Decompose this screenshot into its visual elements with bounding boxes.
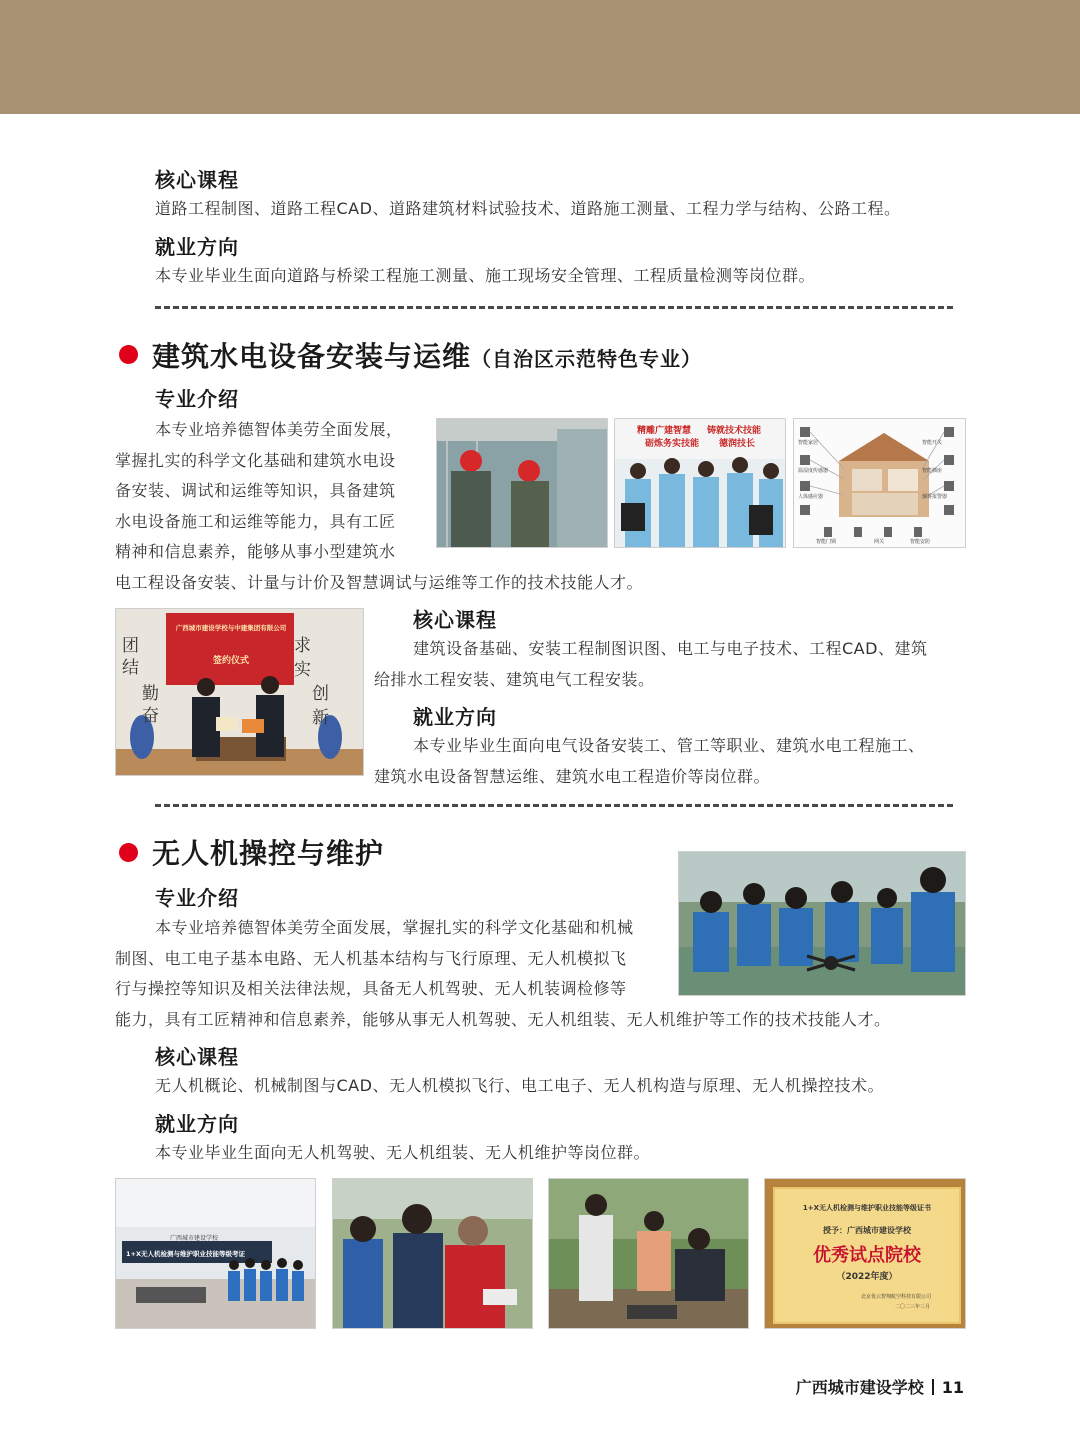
diagram-label: 智能门锁 (816, 539, 837, 545)
certificate-date: 二〇二三年三月 (895, 1304, 931, 1310)
couplet-char: 团 (122, 636, 139, 656)
page-footer (796, 1375, 964, 1398)
drone-outdoor-art (549, 1179, 748, 1328)
exam-classroom-photo (115, 1178, 316, 1329)
drone-outdoor-photo (548, 1178, 749, 1329)
core-courses-text: 无人机概论、机械制图与CAD、无人机模拟飞行、电工电子、无人机构造与原理、无人机操控技术。 (155, 1076, 884, 1095)
classroom-banner-1: 精雕广建智慧 (637, 426, 692, 436)
intro-line: 制图、电工电子基本电路、无人机基本结构与飞行原理、无人机模拟飞 (115, 948, 627, 968)
diagram-label: 人体感应器 (798, 494, 824, 500)
section-divider (155, 804, 953, 807)
certificate-award-to: 授予：广西城市建设学校 (823, 1226, 911, 1235)
couplet-char: 创 (312, 684, 329, 704)
diagram-label: 烟雾报警器 (922, 494, 948, 500)
diagram-label: 温湿度传感器 (798, 468, 829, 474)
employment-heading: 就业方向 (413, 705, 497, 729)
section-title-text: 建筑水电设备安装与运维 (152, 340, 472, 373)
employment-heading: 就业方向 (155, 235, 239, 259)
intro-line: 掌握扎实的科学文化基础和建筑水电设 (115, 450, 396, 470)
section-title-hydro (152, 335, 702, 375)
intro-line: 行与操控等知识及相关法律法规，具备无人机驾驶、无人机装调检修等 (115, 979, 627, 998)
diagram-label: 智能插座 (922, 468, 943, 474)
smart-home-diagram (793, 418, 966, 548)
diagram-label: 智能安防 (910, 539, 931, 545)
core-courses-line: 建筑设备基础、安装工程制图识图、电工与电子技术、工程CAD、建筑 (413, 639, 928, 658)
employment-heading: 就业方向 (155, 1112, 239, 1136)
installation-photo (436, 418, 608, 548)
section-bullet-icon (119, 843, 138, 862)
core-courses-heading: 核心课程 (155, 1045, 239, 1069)
section-title-note: （自治区示范特色专业） (471, 347, 703, 371)
core-courses-text: 道路工程制图、道路工程CAD、道路建筑材料试验技术、道路施工测量、工程力学与结构、公路工程。 (155, 199, 901, 218)
classroom-banner-3: 砺炼务实技能 (645, 439, 700, 449)
classroom-photo (614, 418, 786, 548)
couplet-char: 新 (312, 708, 329, 728)
certificate-year: （2022年度） (836, 1272, 898, 1282)
employment-text: 本专业毕业生面向道路与桥梁工程施工测量、施工现场安全管理、工程质量检测等岗位群。 (155, 266, 816, 285)
intro-line-last: 电工程设备安装、计量与计价及智慧调试与运维等工作的技术技能人才。 (115, 573, 644, 592)
drone-controller-photo (332, 1178, 533, 1329)
ceremony-banner: 广西城市建设学校与中建集团有限公司 (175, 624, 287, 632)
diagram-label: 智能家居 (798, 440, 819, 446)
diagram-label: 网关 (874, 539, 885, 545)
footer-school-name: 广西城市建设学校 (795, 1378, 924, 1397)
drone-practice-art (679, 852, 965, 995)
classroom-banner-4: 德润技长 (719, 439, 756, 449)
couplet-char: 勤 (142, 684, 159, 704)
section-bullet-icon (119, 345, 138, 364)
footer-separator (932, 1379, 934, 1395)
certificate-issuer: 北京优云智翔航空科技有限公司 (861, 1294, 932, 1300)
core-courses-line: 给排水工程安装、建筑电气工程安装。 (374, 669, 655, 689)
school-sign: 广西城市建设学校 (170, 1235, 219, 1242)
intro-paragraph (115, 913, 675, 1005)
intro-line: 本专业培养德智体美劳全面发展，掌握扎实的科学文化基础和机械 (155, 918, 634, 937)
core-courses-heading: 核心课程 (413, 608, 497, 632)
couplet-char: 实 (294, 660, 311, 680)
certificate-photo (764, 1178, 966, 1329)
intro-line: 本专业培养德智体美劳全面发展， (155, 420, 403, 439)
installation-photo-art (437, 419, 607, 547)
couplet-char: 结 (122, 658, 139, 678)
employment-line: 建筑水电设备智慧运维、建筑水电工程造价等岗位群。 (374, 766, 771, 786)
section-title-drone: 无人机操控与维护 (152, 837, 385, 870)
core-courses-heading: 核心课程 (155, 168, 239, 192)
certificate-plaque (773, 1187, 961, 1324)
intro-heading: 专业介绍 (155, 886, 239, 910)
intro-line: 水电设备施工和运维等能力，具有工匠 (115, 511, 396, 531)
couplet-char: 求 (294, 636, 311, 656)
classroom-photo-art (615, 419, 785, 547)
drone-practice-photo (678, 851, 966, 996)
certificate-header: 1+X无人机检测与维护职业技能等级证书 (802, 1204, 932, 1212)
classroom-banner-2: 铸就技术技能 (707, 426, 762, 436)
core-courses-paragraph (374, 634, 974, 695)
signing-ceremony-photo (115, 608, 364, 776)
diagram-label: 智能开关 (922, 440, 943, 446)
intro-line-last: 能力，具有工匠精神和信息素养，能够从事无人机驾驶、无人机组装、无人机维护等工作的技术技能人才。 (115, 1010, 891, 1029)
employment-paragraph (374, 731, 974, 792)
intro-heading: 专业介绍 (155, 387, 239, 411)
certificate-title: 优秀试点院校 (813, 1245, 921, 1266)
employment-text: 本专业毕业生面向无人机驾驶、无人机组装、无人机维护等岗位群。 (155, 1143, 651, 1162)
ceremony-subtitle: 签约仪式 (212, 656, 249, 666)
section-divider (155, 306, 953, 309)
drone-controller-art (333, 1179, 532, 1328)
intro-paragraph (115, 415, 435, 568)
employment-line: 本专业毕业生面向电气设备安装工、管工等职业、建筑水电工程施工、 (413, 736, 925, 755)
page-number: 11 (941, 1378, 964, 1397)
top-color-band (0, 0, 1080, 114)
intro-line: 备安装、调试和运维等知识，具备建筑 (115, 481, 396, 500)
couplet-char: 奋 (142, 706, 159, 726)
exam-banner: 1+X无人机检测与维护职业技能等级考证 (126, 1250, 245, 1258)
intro-line: 精神和信息素养，能够从事小型建筑水 (115, 542, 396, 561)
